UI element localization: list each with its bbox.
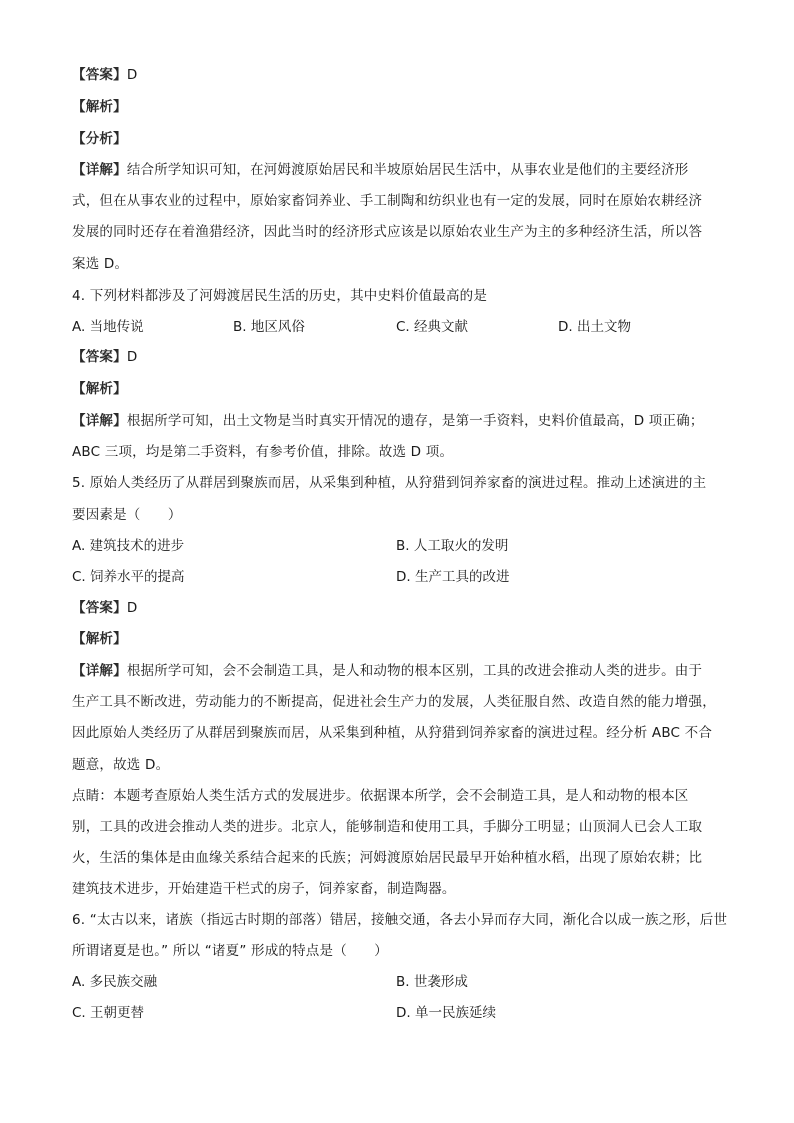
q6-option-d: D. 单一民族延续 — [396, 1005, 496, 1021]
q3-detail-line-4: 案选 D。 — [72, 256, 129, 272]
q3-answer-line — [72, 65, 137, 85]
q4-detail-line-1 — [72, 411, 704, 431]
q5-analysis-tag — [72, 629, 127, 649]
q5-note-line-2: 别，工具的改进会推动人类的进步。北京人，能够制造和使用工具，手脚分工明显；山顶洞人已会人工取 — [72, 819, 703, 835]
q6-option-a: A. 多民族交融 — [72, 974, 158, 990]
q6-option-c: C. 王朝更替 — [72, 1005, 145, 1021]
q5-option-d: D. 生产工具的改进 — [396, 569, 510, 585]
analysis-tag: 【解析】 — [72, 631, 127, 647]
q4-option-c: C. 经典文献 — [396, 319, 469, 335]
q5-detail-line-1 — [72, 661, 702, 681]
answer-tag: 【答案】 — [72, 349, 127, 365]
q5-stem-line-1: 5. 原始人类经历了从群居到聚族而居，从采集到种植，从狩猎到饲养家畜的演进过程。推动上述演进的主 — [72, 475, 707, 491]
analysis-tag: 【解析】 — [72, 381, 127, 397]
q3-detail-line-3: 发展的同时还存在着渔猎经济，因此当时的经济形式应该是以原始农业生产为主的多种经济生活，所以答 — [72, 224, 703, 240]
q3-detail-line-1 — [72, 160, 689, 180]
q5-answer-line — [72, 598, 137, 618]
q3-fenxi-tag — [72, 129, 127, 149]
q6-stem-line-2: 所谓诸夏是也。” 所以 “诸夏” 形成的特点是（ ） — [72, 943, 389, 959]
detail-tag: 【详解】 — [72, 162, 127, 178]
q5-note-line-4: 建筑技术进步，开始建造干栏式的房子，饲养家畜，制造陶器。 — [72, 881, 456, 897]
answer-value: D — [126, 600, 138, 616]
fenxi-tag: 【分析】 — [72, 131, 127, 147]
answer-tag: 【答案】 — [72, 600, 127, 616]
q5-option-a: A. 建筑技术的进步 — [72, 538, 185, 554]
detail-tag: 【详解】 — [72, 413, 127, 429]
q6-stem-line-1: 6. “太古以来，诸族（指远古时期的部落）错居，接触交通，各去小异而存大同，渐化合以成一族之形，后世 — [72, 912, 728, 928]
detail-text: 根据所学可知，会不会制造工具，是人和动物的根本区别，工具的改进会推动人类的进步。由于 — [126, 663, 703, 679]
q6-option-b: B. 世袭形成 — [396, 974, 468, 990]
q4-detail-line-2: ABC 三项，均是第二手资料，有参考价值，排除。故选 D 项。 — [72, 444, 454, 460]
detail-text: 根据所学可知，出土文物是当时真实开情况的遗存，是第一手资料，史料价值最高，D 项正确； — [126, 413, 704, 429]
answer-value: D — [126, 349, 138, 365]
q5-note-line-3: 火，生活的集体是由血缘关系结合起来的氏族；河姆渡原始居民最早开始种植水稻，出现了原始农耕；比 — [72, 850, 703, 866]
answer-tag: 【答案】 — [72, 67, 127, 83]
q3-detail-line-2: 式，但在从事农业的过程中，原始家畜饲养业、手工制陶和纺织业也有一定的发展，同时在原始农耕经济 — [72, 193, 703, 209]
q5-detail-line-2: 生产工具不断改进，劳动能力的不断提高，促进社会生产力的发展，人类征服自然、改造自然的能力增强， — [72, 694, 716, 710]
q4-stem: 4. 下列材料都涉及了河姆渡居民生活的历史，其中史料价值最高的是 — [72, 288, 488, 304]
q5-detail-line-4: 题意，故选 D。 — [72, 757, 170, 773]
q4-answer-line — [72, 347, 137, 367]
q5-option-c: C. 饲养水平的提高 — [72, 569, 185, 585]
detail-tag: 【详解】 — [72, 663, 127, 679]
q5-note-line-1: 点睛：本题考查原始人类生活方式的发展进步。依据课本所学，会不会制造工具，是人和动物的根本区 — [72, 788, 689, 804]
q5-option-b: B. 人工取火的发明 — [396, 538, 509, 554]
q5-stem-line-2: 要因素是（ ） — [72, 507, 182, 523]
analysis-tag: 【解析】 — [72, 99, 127, 115]
q4-option-a: A. 当地传说 — [72, 319, 144, 335]
q5-detail-line-3: 因此原始人类经历了从群居到聚族而居，从采集到种植，从狩猎到饲养家畜的演进过程。经分析 ABC 不合 — [72, 725, 713, 741]
q4-option-b: B. 地区风俗 — [233, 319, 305, 335]
q3-analysis-tag — [72, 97, 127, 117]
detail-text: 结合所学知识可知，在河姆渡原始居民和半坡原始居民生活中，从事农业是他们的主要经济形 — [126, 162, 689, 178]
answer-value: D — [126, 67, 138, 83]
q4-analysis-tag — [72, 379, 127, 399]
q4-option-d: D. 出土文物 — [558, 319, 631, 335]
